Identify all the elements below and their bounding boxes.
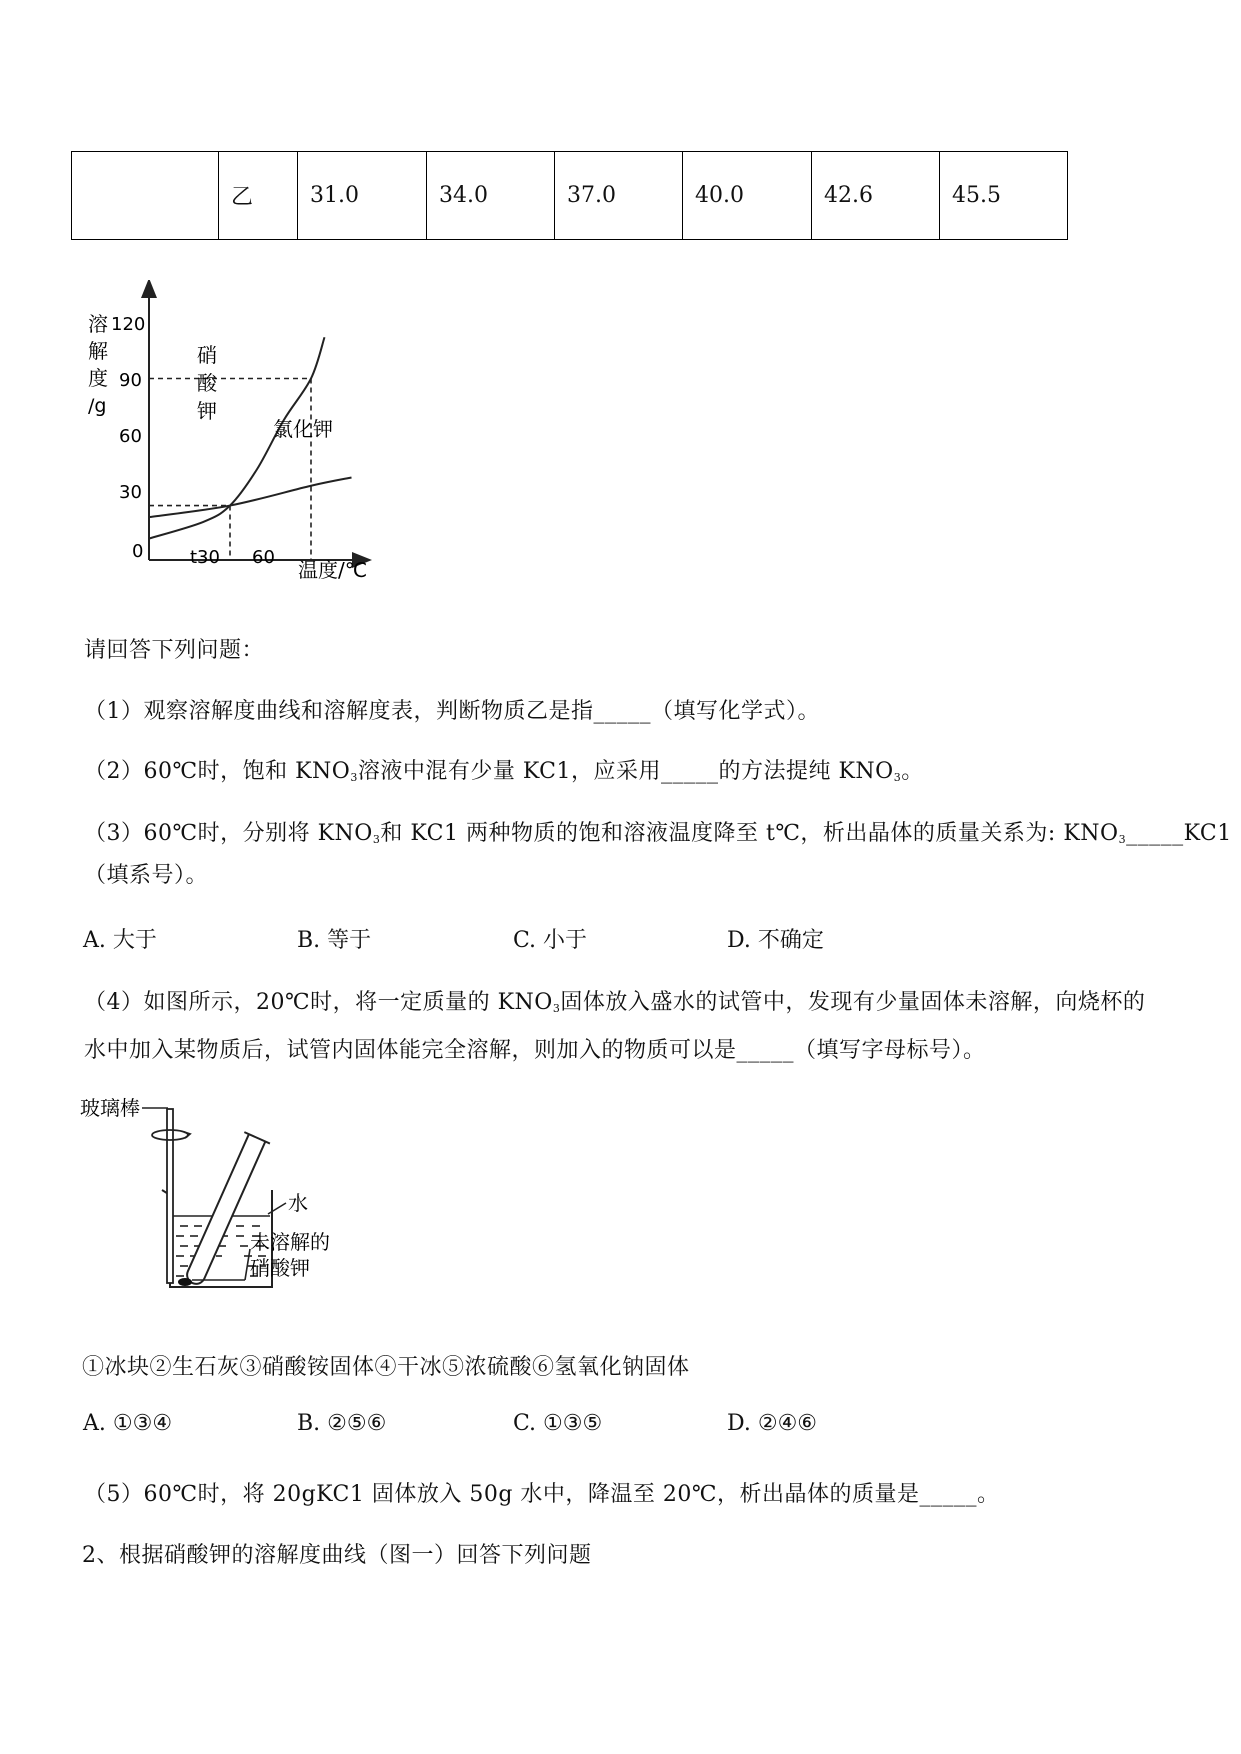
subscript: 3 [893,771,902,784]
x-tick-label: t30 [190,547,220,568]
subscript: 3 [350,771,358,784]
table-cell: 37.0 [555,152,683,240]
kcl-curve [149,478,352,518]
x-tick-label: 60 [252,547,275,568]
kcl-label: 氯化钾 [273,417,333,441]
q3-option-c[interactable]: C. 小于 [513,928,588,953]
water-leader [268,1203,286,1214]
q4-option-a[interactable]: A. ①③④ [83,1411,173,1436]
y-tick-label: 120 [111,314,146,335]
kno3-label: 硝 [197,343,217,367]
table-cell: 31.0 [298,152,427,240]
glass-rod [167,1109,173,1283]
x-axis-label: 温度/℃ [298,558,368,582]
q3-option-b[interactable]: B. 等于 [297,928,372,953]
kno3-label: 钾 [197,399,217,423]
undissolved-solid [178,1278,192,1286]
question-3-note: （填系号）。 [84,863,209,888]
kno3-label: 酸 [197,371,217,395]
subscript: 3 [552,1002,561,1015]
q4-option-d[interactable]: D. ②④⑥ [727,1411,818,1436]
undissolved-label: 未溶解的 [250,1230,330,1254]
table-cell: 42.6 [812,152,940,240]
q3-text-b: 和 KC1 两种物质的饱和溶液温度降至 t℃，析出晶体的质量关系为: KNO [380,821,1119,846]
q4-substance-list: ①冰块②生石灰③硝酸铵固体④干冰⑤浓硫酸⑥氢氧化钠固体 [82,1355,690,1380]
q3-option-d[interactable]: D. 不确定 [727,928,824,953]
q3-text-a: （3）60℃时，分别将 KNO [84,821,373,846]
q4-text-b: 固体放入盛水的试管中，发现有少量固体未溶解，向烧杯的水中加入某物质后，试管内固体能完全溶解，则加入的物质可以是_____（填写字母标号）。 [84,990,1146,1063]
question-2 [84,754,924,785]
next-question: 2、根据硝酸钾的溶解度曲线（图一）回答下列问题 [82,1543,592,1568]
undissolved-label: 硝酸钾 [250,1256,310,1280]
questions-intro: 请回答下列问题： [84,638,265,663]
y-tick-label: 60 [119,426,142,447]
reference-lines [149,379,311,561]
question-3 [84,816,1232,847]
table-cell [72,152,219,240]
water-label: 水 [288,1191,308,1215]
q4-option-b[interactable]: B. ②⑤⑥ [297,1411,387,1436]
solubility-table [71,151,1068,240]
table-cell: 乙 [219,152,298,240]
q2-text-b: 溶液中混有少量 KC1，应采用_____的方法提纯 KNO [357,759,894,784]
y-tick-label: 90 [119,370,142,391]
question-1: （1）观察溶解度曲线和溶解度表，判断物质乙是指_____（填写化学式）。 [84,699,820,724]
q4-text-a: （4）如图所示，20℃时，将一定质量的 KNO [84,990,553,1015]
y-label-char: 度 [88,366,108,390]
table-cell: 40.0 [683,152,812,240]
x-tick-label: 0 [132,541,144,562]
table-cell: 45.5 [940,152,1068,240]
question-5: （5）60℃时，将 20gKC1 固体放入 50g 水中，降温至 20℃，析出晶体的质量是_____。 [84,1482,1000,1507]
subscript: 3 [1118,833,1127,846]
rod-label: 玻璃棒 [80,1096,140,1120]
apparatus-figure [80,1095,400,1315]
y-tick-label: 30 [119,482,142,503]
y-label-char: /g [88,395,107,417]
table-cell: 34.0 [427,152,555,240]
q2-text-a: （2）60℃时，饱和 KNO [84,759,351,784]
y-label-char: 溶 [88,312,108,336]
table-row [72,152,1068,240]
q3-option-a[interactable]: A. 大于 [83,928,157,953]
subscript: 3 [372,833,381,846]
y-label-char: 解 [88,339,108,363]
question-4 [84,982,1164,1072]
solubility-chart [80,280,380,590]
q2-text-c: 。 [901,759,924,784]
q3-text-c: _____KC1 [1126,821,1232,846]
q4-option-c[interactable]: C. ①③⑤ [513,1411,603,1436]
